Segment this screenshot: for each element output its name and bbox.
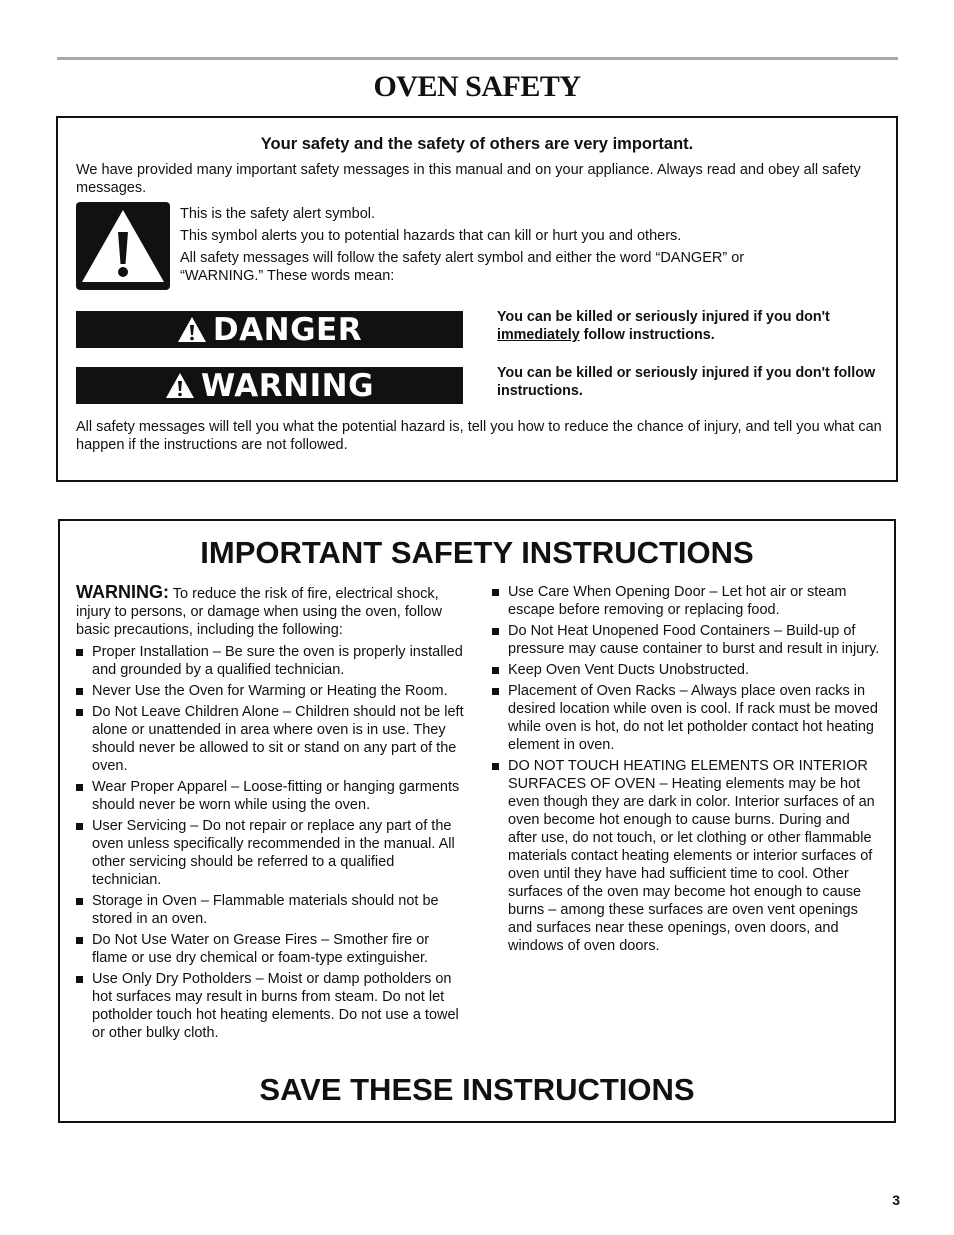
warning-alert-icon [165,372,195,399]
bullet-icon [76,649,83,656]
page-number: 3 [892,1192,900,1208]
warning-sign [76,367,463,404]
save-instructions-heading: SAVE THESE INSTRUCTIONS [259,1072,695,1107]
alert-symbol-explanation [180,205,820,289]
list-item: Proper Installation – Be sure the oven is properly installed and grounded by a qualified technician. [76,643,466,679]
list-item: Do Not Use Water on Grease Fires – Smother fire or flame or use dry chemical or foam-type extinguisher. [76,931,466,967]
bullet-icon [76,937,83,944]
instructions-list-left [76,643,466,1042]
list-item: Do Not Leave Children Alone – Children should not be left alone or unattended in area where oven is in use. They should never be allowed to sit or stand on any part of the oven. [76,703,466,775]
safety-notice-box [56,116,898,482]
list-item: User Servicing – Do not repair or replace any part of the oven unless specifically recommended in the manual. All other servicing should be referred to a qualified technician. [76,817,466,889]
alert-line: All safety messages will follow the safety alert symbol and either the word “DANGER” or “WARNING.” These words mean: [180,250,745,284]
bullet-icon [76,976,83,983]
warning-label: WARNING [200,367,375,404]
list-item: Never Use the Oven for Warming or Heating the Room. [76,682,466,700]
bullet-icon [492,589,499,596]
danger-sign [76,311,463,348]
safety-heading: Your safety and the safety of others are very important. [260,135,694,153]
bullet-icon [492,667,499,674]
safety-alert-icon [76,202,170,290]
danger-meaning: You can be killed or seriously injured if you don't immediately follow instructions. [497,309,830,343]
bullet-icon [76,784,83,791]
warning-intro-label: WARNING: [76,582,169,602]
page-title: OVEN SAFETY [373,70,581,103]
list-item: DO NOT TOUCH HEATING ELEMENTS OR INTERIOR SURFACES OF OVEN – Heating elements may be hot even though they are dark in color. Interior surfaces of an oven become hot enough to cause burns. During and after use, do not touch, or let clothing or other flammable materials contact heating elements or interior surfaces of oven until they have had sufficient time to cool. Other surfaces of the oven may become hot enough to cause burns – among these surfaces are oven vent openings and surfaces near these openings, oven doors, and windows of oven doors. [492,757,882,955]
bullet-icon [492,628,499,635]
instructions-right-column [492,583,882,958]
instructions-heading: IMPORTANT SAFETY INSTRUCTIONS [200,535,754,570]
safety-intro: We have provided many important safety messages in this manual and on your appliance. Always read and obey all safety messages. [76,162,861,196]
list-item: Keep Oven Vent Ducts Unobstructed. [492,661,882,679]
danger-alert-icon [177,316,207,343]
list-item: Wear Proper Apparel – Loose-fitting or hanging garments should never be worn while using the oven. [76,778,466,814]
bullet-icon [76,823,83,830]
bullet-icon [76,688,83,695]
list-item: Do Not Heat Unopened Food Containers – Build-up of pressure may cause container to burst and result in injury. [492,622,882,658]
alert-line: This symbol alerts you to potential hazards that can kill or hurt you and others. [180,228,682,244]
alert-line: This is the safety alert symbol. [180,206,376,222]
warning-intro-text: To reduce the risk of fire, electrical shock, injury to persons, or damage when using the oven, follow basic precautions, including the following: [76,586,442,638]
instructions-left-column [76,583,466,1045]
warning-intro [76,583,466,639]
bullet-icon [76,898,83,905]
bullet-icon [76,709,83,716]
list-item: Use Only Dry Potholders – Moist or damp potholders on hot surfaces may result in burns from steam. Do not let potholder touch hot heating elements. Do not use a towel or other bulky cloth. [76,970,466,1042]
danger-label: DANGER [212,311,363,348]
warning-meaning: You can be killed or seriously injured if you don't follow instructions. [497,365,876,399]
top-rule [57,57,898,60]
instructions-list-right [492,583,882,955]
safety-closing: All safety messages will tell you what the potential hazard is, tell you how to reduce the chance of injury, and tell you what can happen if the instructions are not followed. [76,419,882,453]
list-item: Use Care When Opening Door – Let hot air or steam escape before removing or replacing food. [492,583,882,619]
list-item: Placement of Oven Racks – Always place oven racks in desired location while oven is cool. If rack must be moved while oven is hot, do not let potholder contact hot heating element in oven. [492,682,882,754]
list-item: Storage in Oven – Flammable materials should not be stored in an oven. [76,892,466,928]
bullet-icon [492,763,499,770]
instructions-box [58,519,896,1123]
bullet-icon [492,688,499,695]
